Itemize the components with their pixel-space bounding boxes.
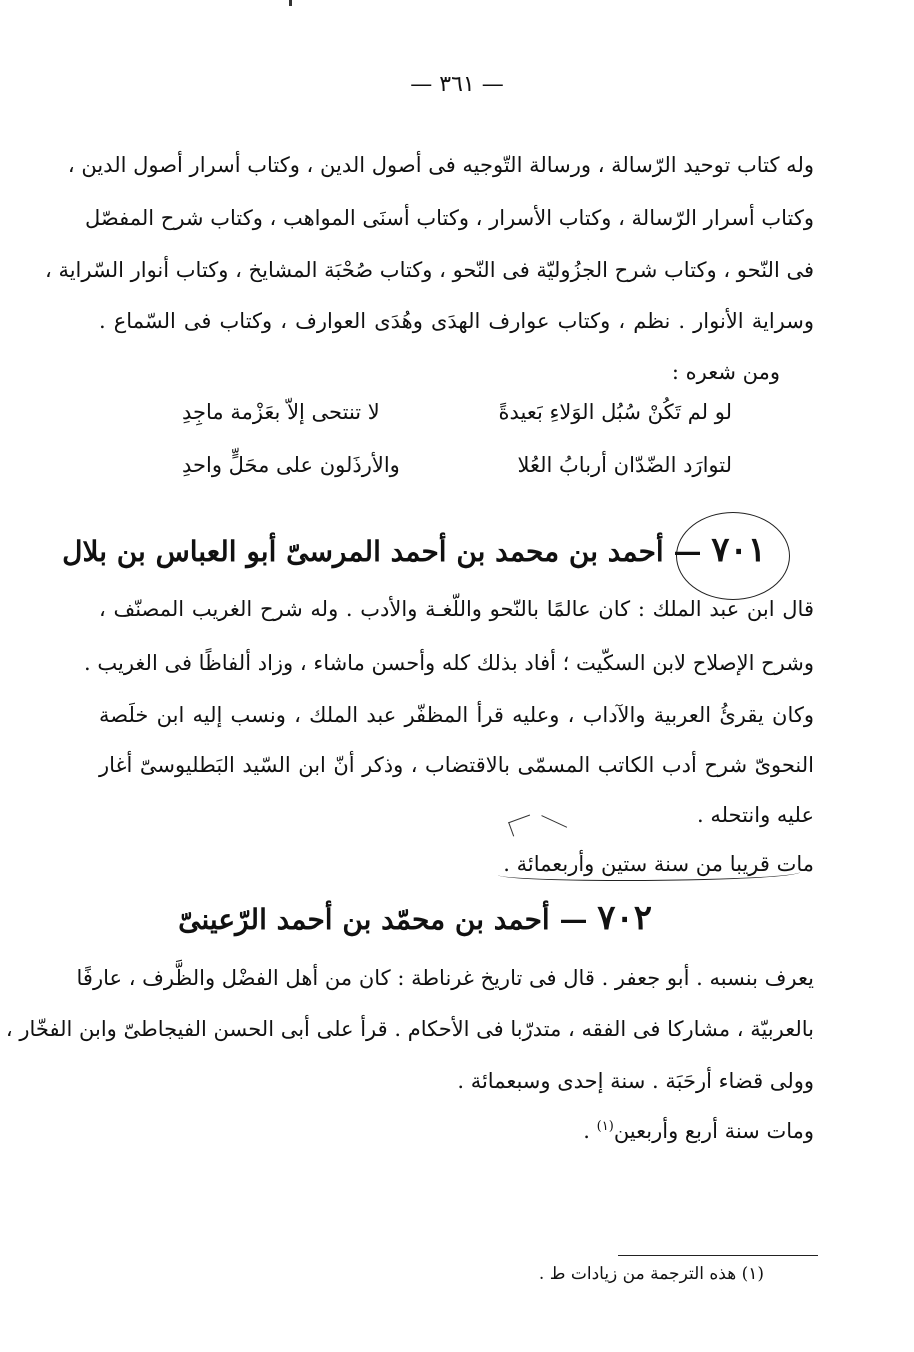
text-line: وشرح الإصلاح لابن السكّيت ؛ أفاد بذلك كله وأحسن ماشاء ، وزاد ألفاظًا فى الغريب . xyxy=(84,651,814,675)
footnote-rule xyxy=(618,1255,818,1256)
footnote-ref: (١) xyxy=(596,1119,614,1134)
poem-intro: ومن شعره : xyxy=(671,360,780,384)
entry-number: ٧٠١ xyxy=(711,530,766,570)
print-speck xyxy=(289,0,292,6)
page-number: — ٣٦١ — xyxy=(410,72,504,97)
text-line: بالعربيّة ، مشاركا فى الفقه ، متدرّبا فى الأحكام . قرأ على أبى الحسن الفيجاطىّ وابن الفخّار ، xyxy=(5,1017,814,1041)
entry-title: — أحمد بن محمّد بن أحمد الرّعينىّ xyxy=(178,903,588,936)
text-span: . xyxy=(583,1119,590,1143)
handwritten-mark xyxy=(533,815,567,846)
handwritten-mark xyxy=(508,815,535,837)
text-line: فى النّحو ، وكتاب شرح الجزُوليّة فى النّحو ، وكتاب صُحْبَة المشايخ ، وكتاب أنوار السّراية ، xyxy=(44,258,814,282)
footnote: (١) هذه الترجمة من زيادات ط . xyxy=(538,1264,764,1284)
text-line: وله كتاب توحيد الرّسالة ، ورسالة التّوجيه فى أصول الدين ، وكتاب أسرار أصول الدين ، xyxy=(67,153,814,177)
text-line: قال ابن عبد الملك : كان عالمًا بالنّحو واللّغـة والأدب . وله شرح الغريب المصنّف ، xyxy=(99,597,814,621)
text-line: وكتاب أسرار الرّسالة ، وكتاب الأسرار ، وكتاب أسنَى المواهب ، وكتاب شرح المفصّل xyxy=(85,206,814,230)
text-line: وكان يقرئُ العربية والآداب ، وعليه قرأ المظفّر عبد الملك ، ونسب إليه ابن خلَصة xyxy=(99,703,814,727)
entry-heading-701 xyxy=(62,530,766,570)
entry-heading-702 xyxy=(178,898,652,938)
text-line: يعرف بنسبه . أبو جعفر . قال فى تاريخ غرناطة : كان من أهل الفضْل والظَّرف ، عارفًا xyxy=(76,966,814,990)
text-line: عليه وانتحله . xyxy=(696,803,814,827)
text-line: وولى قضاء أرحَبَة . سنة إحدى وسبعمائة . xyxy=(457,1069,814,1093)
text-line: وسراية الأنوار . نظم ، وكتاب عوارف الهدَى وهُدَى العوارف ، وكتاب فى السّماع . xyxy=(99,309,814,333)
text-line xyxy=(583,1112,814,1146)
verse-hemistich: لتوارَد الضّدّان أربابُ العُلا xyxy=(517,453,732,477)
text-span: ومات سنة أربع وأربعين xyxy=(613,1119,814,1143)
verse-hemistich: والأرذَلون على محَلٍّ واحدِ xyxy=(182,453,400,477)
death-line: مات قريبا من سنة ستين وأربعمائة . xyxy=(503,852,814,876)
verse-hemistich: لو لم تَكُنْ سُبُل الوَلاءِ بَعيدةً xyxy=(498,400,732,424)
entry-title: — أحمد بن محمد بن أحمد المرسىّ أبو العباس بن بلال xyxy=(62,535,702,568)
entry-number: ٧٠٢ xyxy=(597,898,652,938)
verse-hemistich: لا تنتحى إلاّ بعَزْمة ماجِدِ xyxy=(182,400,380,424)
text-line: النحوىّ شرح أدب الكاتب المسمّى بالاقتضاب ، وذكر أنّ ابن السّيد البَطليوسىّ أغار xyxy=(99,753,814,777)
